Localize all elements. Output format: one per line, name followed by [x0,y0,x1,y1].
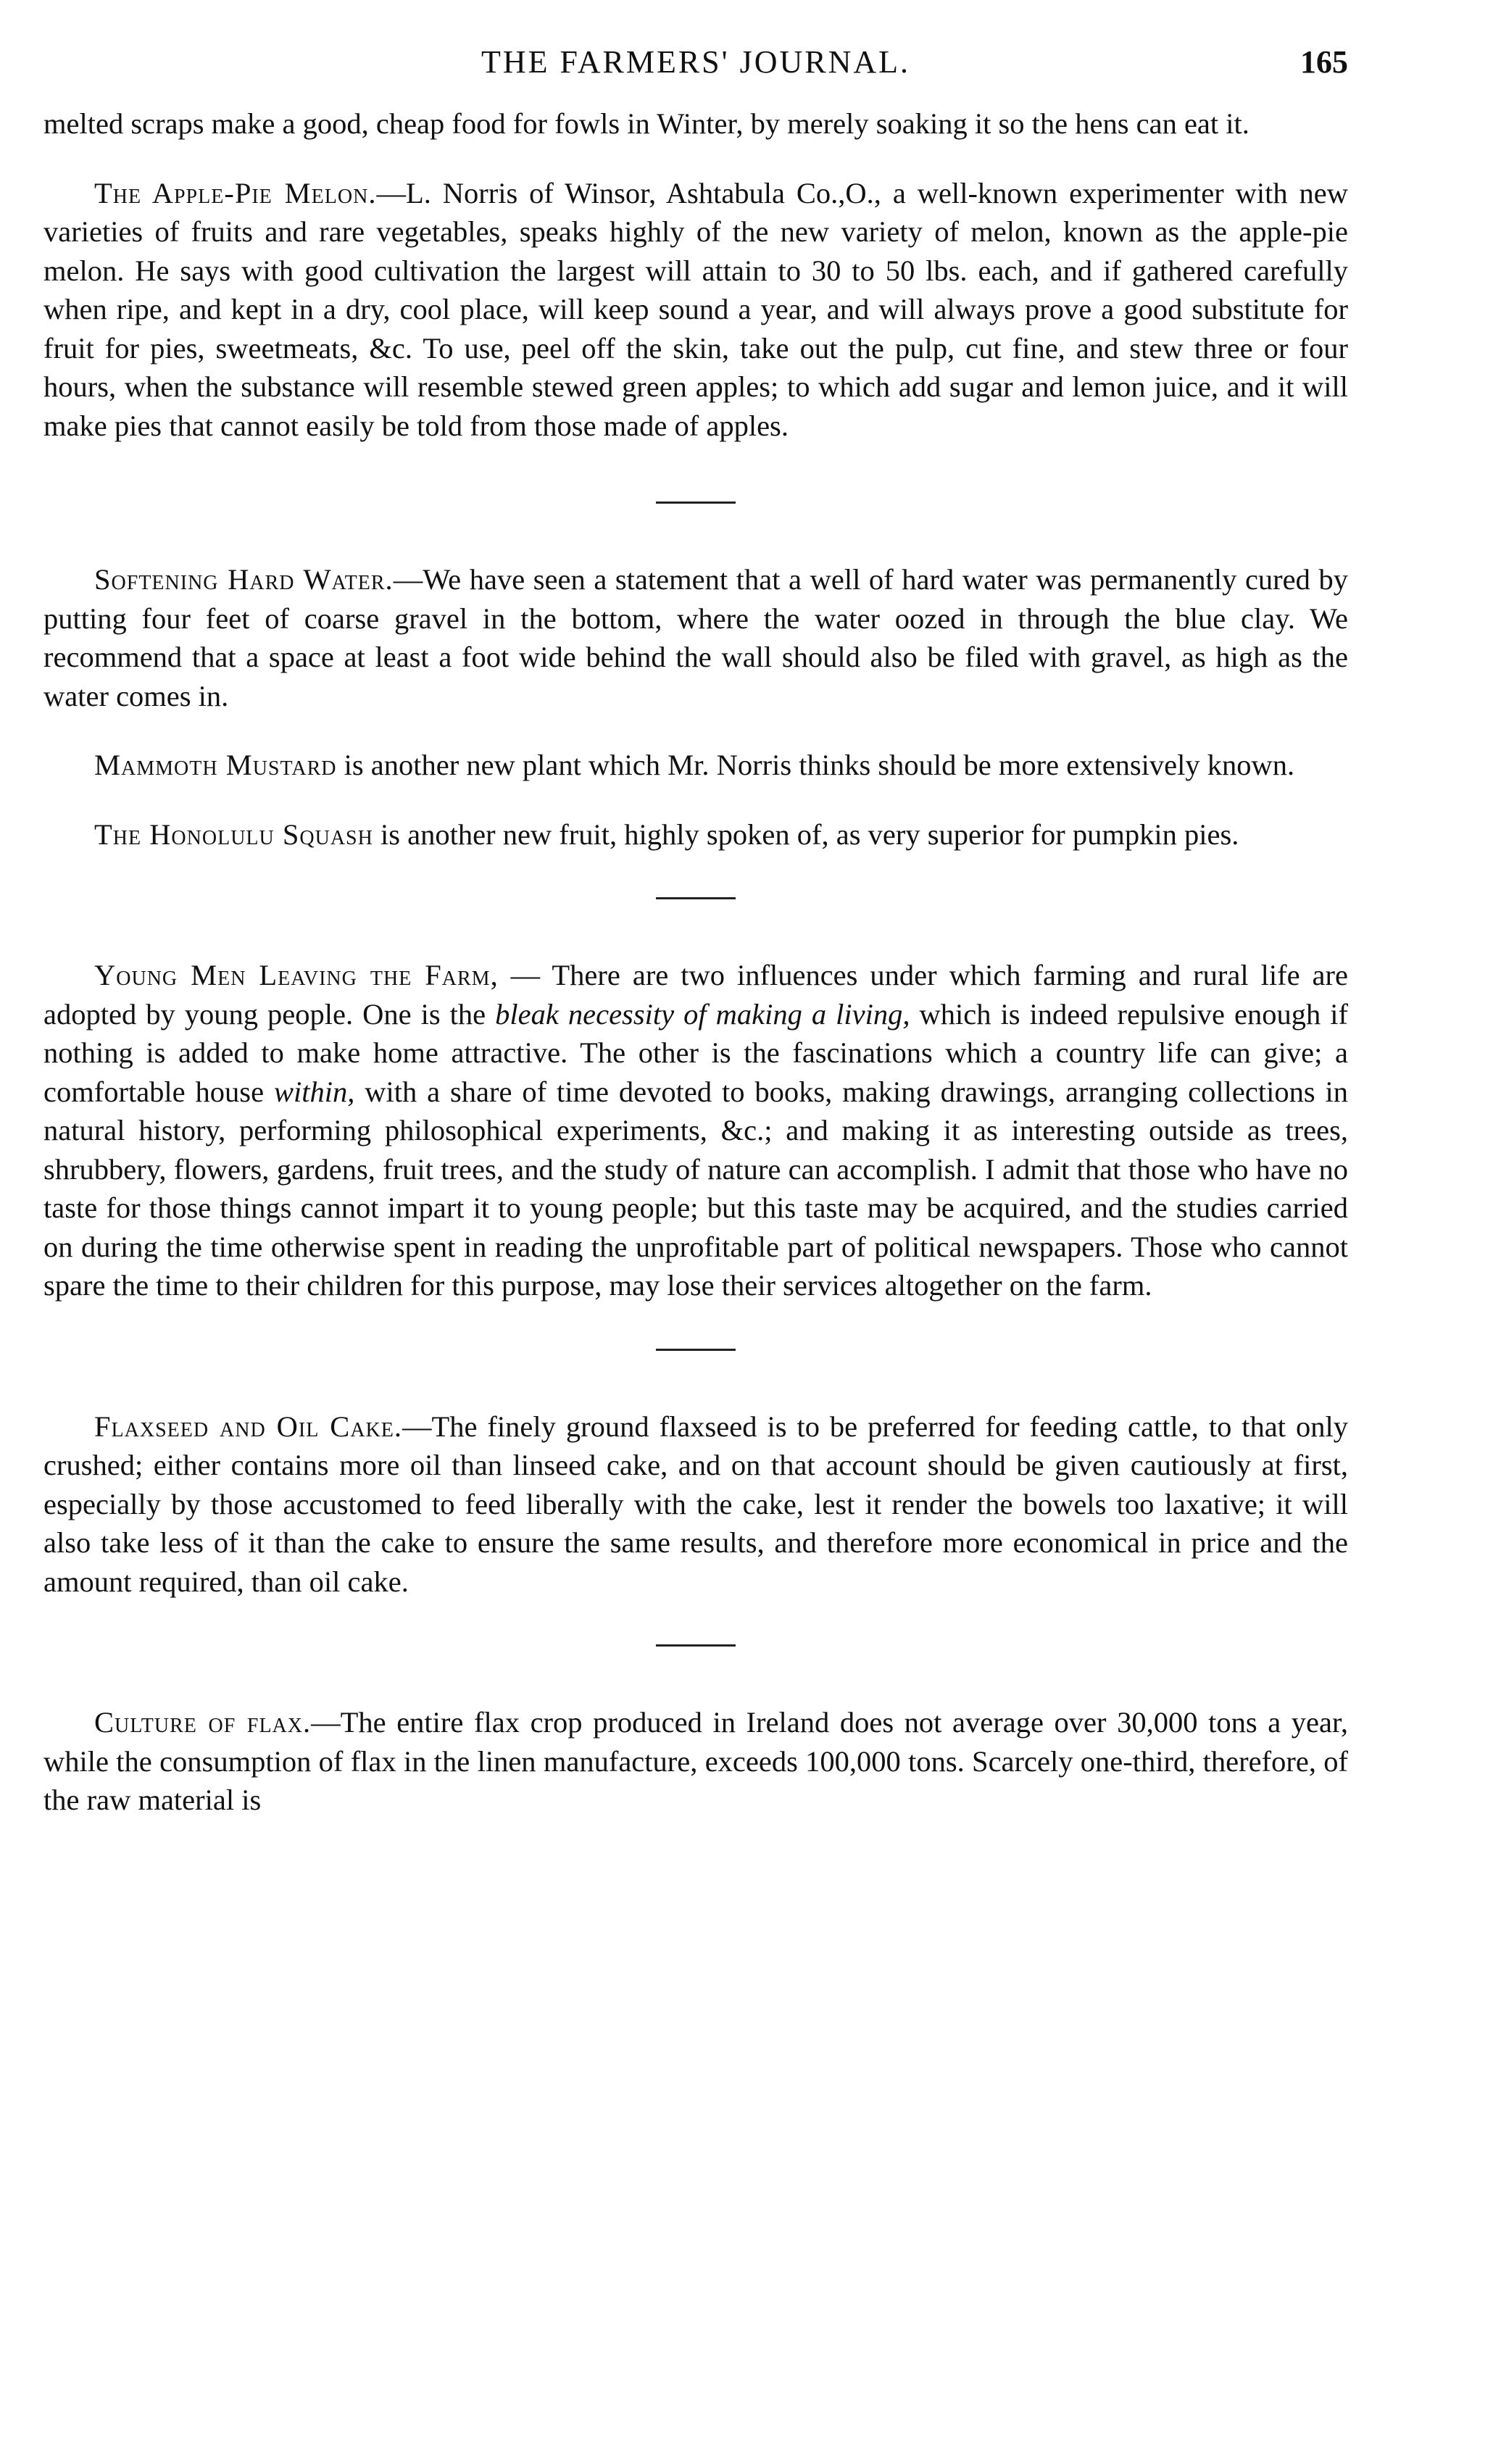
article-heading: Culture of flax. [94,1706,312,1739]
article-emphasis: within, [273,1075,355,1108]
article-body: —The finely ground flaxseed is to be preferred for feeding cattle, to that only crushed; either contains more oil than linseed cake, and on that account should be given cautiously at first, especially by those accustomed to feed liberally with the cake, lest it render the bowels too laxative; it will also take less of it than the cake to ensure the same results, and therefore more economical in price and the amount required, than oil cake. [43,1410,1349,1598]
article-heading: Flaxseed and Oil Cake. [94,1410,402,1443]
running-head [43,43,1348,94]
article-body: —The entire flax crop produced in Ireland does not average over 30,000 tons a year, while the consumption of flax in the linen manufacture, exceeds 100,000 tons. Scarcely one-third, therefore, of the raw material is [43,1706,1348,1816]
article-emphasis: bleak necessity of making a living, [495,997,910,1031]
article-body: —We have seen a statement that a well of hard water was permanently cured by putting four feet of coarse gravel in the bottom, where the water oozed in through the blue clay. We recommend that a space at least a foot wide behind the wall should also be filed with gravel, as high as the water comes in. [43,563,1348,712]
article-body-part: with a share of time devoted to books, making drawings, arranging collections in natural history, performing philosophical experiments, &c.; and making it as interesting outside as trees, shrubbery, flowers, gardens, fruit trees, and the study of nature can accomplish. I admit that those who have no taste for those things cannot impart it to young people; but this taste may be acquired, and the studies carried on during the time otherwise spent in reading the unprofitable part of political newspapers. Those who cannot spare the time to their children for this purpose, may lose their services altogether on the farm. [43,1075,1348,1302]
article-body: is another new plant which Mr. Norris thinks should be more extensively known. [336,749,1295,781]
article-heading: Mammoth Mustard [94,749,337,781]
article-honolulu-squash [43,815,1348,854]
running-title: THE FARMERS' JOURNAL. [481,44,911,80]
journal-page [43,43,1348,1820]
article-body: —L. Norris of Winsor, Ashtabula Co.,O., a well-known experimenter with new varieties of fruits and rare vegetables, speaks highly of the new variety of melon, known as the apple-pie melon. He says with good cultivation the largest will attain to 30 to 50 lbs. each, and if gathered carefully when ripe, and kept in a dry, cool place, will keep sound a year, and will always prove a good substitute for fruit for pies, sweetmeats, &c. To use, peel off the skin, take out the pulp, cut fine, and stew three or four hours, when the substance will resemble stewed green apples; to which add sugar and lemon juice, and it will make pies that cannot easily be told from those made of apples. [43,176,1348,442]
article-body-part: — There are two influences under which farming and rural life are adopted by young people. One is the [43,959,1348,1031]
article-body: is another new fruit, highly spoken of, as very superior for pumpkin pies. [373,817,1239,851]
continued-text: melted scraps make a good, cheap food for fowls in Winter, by merely soaking it so the hens can eat it. [43,107,1249,140]
article-softening-hard-water [43,560,1348,715]
article-heading: The Apple-Pie Melon. [94,176,377,209]
article-apple-pie-melon [43,174,1348,446]
article-heading: The Honolulu Squash [94,817,373,851]
article-heading: Young Men Leaving the Farm, [94,959,499,991]
article-heading: Softening Hard Water. [94,563,394,596]
article-body-part: which is indeed repulsive enough if nothing is added to make home attractive. The other is the fascinations which a country life can give; a comfortable house [43,997,1348,1108]
page-number: 165 [1300,44,1348,80]
continued-paragraph [43,104,1348,143]
article-young-men-leaving-farm [43,956,1348,1305]
article-mammoth-mustard [43,746,1348,785]
article-culture-of-flax [43,1703,1348,1820]
article-flaxseed-oil-cake [43,1407,1348,1602]
